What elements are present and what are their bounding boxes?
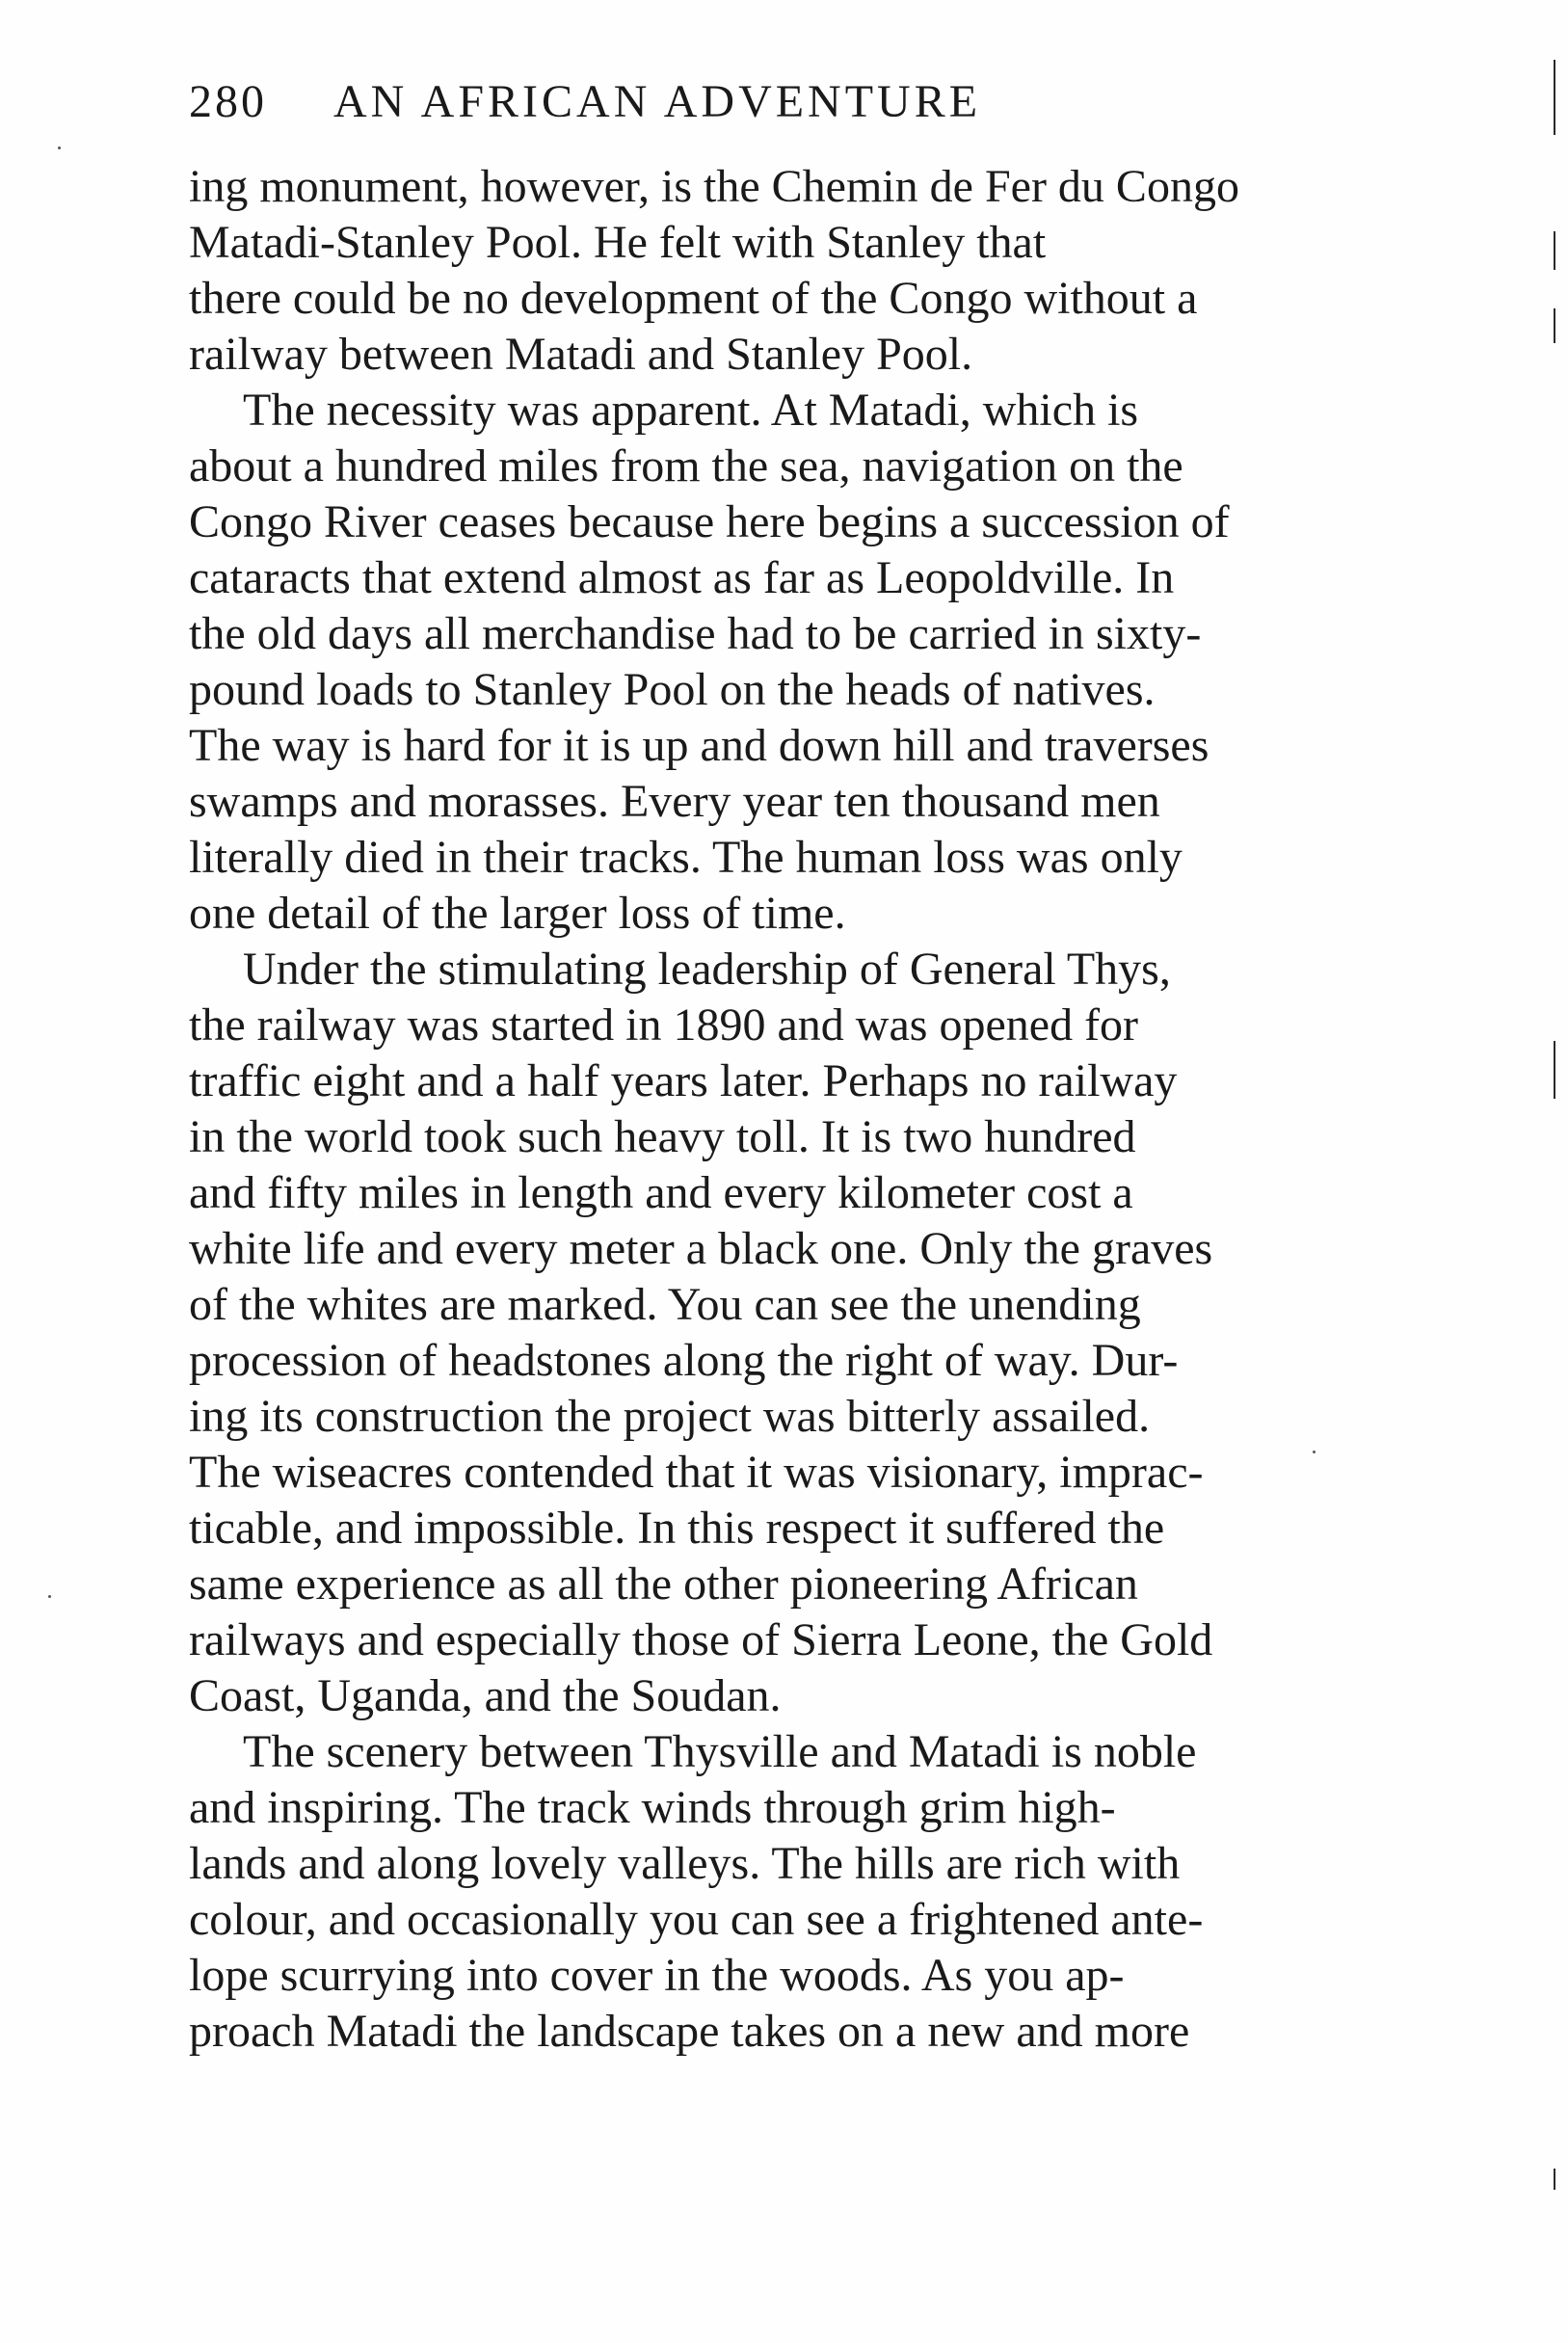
scan-speck (58, 146, 61, 149)
scan-edge-mark (1554, 231, 1555, 270)
text-line: literally died in their tracks. The human loss was only (189, 832, 1183, 883)
text-line: colour, and occasionally you can see a frightened ante- (189, 1894, 1204, 1945)
scan-edge-mark (1554, 308, 1555, 343)
text-line: Coast, Uganda, and the Soudan. (189, 1670, 782, 1721)
running-head (189, 75, 1153, 143)
text-line: lands and along lovely valleys. The hills are rich with (189, 1838, 1181, 1889)
scan-speck (48, 1595, 51, 1598)
text-line: The way is hard for it is up and down hill and traverses (189, 720, 1209, 771)
text-line: Matadi-Stanley Pool. He felt with Stanley that (189, 217, 1047, 268)
text-line: same experience as all the other pioneering African (189, 1558, 1138, 1610)
scan-edge-mark (1554, 60, 1555, 135)
text-line: The wiseacres contended that it was visionary, imprac- (189, 1447, 1204, 1498)
text-line: of the whites are marked. You can see the unending (189, 1279, 1141, 1330)
text-line: ing its construction the project was bitterly assailed. (189, 1391, 1151, 1442)
body-text (189, 159, 1345, 2060)
text-line: traffic eight and a half years later. Perhaps no railway (189, 1055, 1178, 1106)
text-line: lope scurrying into cover in the woods. As you ap- (189, 1950, 1125, 2001)
text-line: ticable, and impossible. In this respect it suffered the (189, 1503, 1165, 1554)
text-line: white life and every meter a black one. Only the graves (189, 1223, 1213, 1274)
text-line: the railway was started in 1890 and was opened for (189, 999, 1139, 1051)
scan-edge-mark (1554, 1041, 1555, 1099)
page-number: 280 (189, 76, 267, 127)
text-line: proach Matadi the landscape takes on a new and more (189, 2006, 1190, 2057)
text-line: and inspiring. The track winds through grim high- (189, 1782, 1116, 1833)
text-line: one detail of the larger loss of time. (189, 888, 846, 939)
paragraph-start-line: Under the stimulating leadership of General Thys, (243, 944, 1171, 995)
text-line: there could be no development of the Congo without a (189, 273, 1198, 324)
book-title: AN AFRICAN ADVENTURE (333, 76, 982, 127)
paragraph-start-line: The scenery between Thysville and Matadi is noble (243, 1726, 1197, 1777)
text-line: ing monument, however, is the Chemin de Fer du Congo (189, 161, 1239, 212)
text-line: railways and especially those of Sierra Leone, the Gold (189, 1614, 1213, 1665)
scan-edge-mark (1554, 2169, 1555, 2190)
text-line: cataracts that extend almost as far as Leopoldville. In (189, 552, 1175, 603)
text-line: the old days all merchandise had to be carried in sixty- (189, 608, 1202, 659)
scan-speck (1313, 1451, 1316, 1453)
text-line: about a hundred miles from the sea, navigation on the (189, 440, 1183, 492)
text-line: pound loads to Stanley Pool on the heads of natives. (189, 664, 1156, 715)
text-line: and fifty miles in length and every kilometer cost a (189, 1167, 1133, 1218)
text-line: railway between Matadi and Stanley Pool. (189, 329, 973, 380)
text-line: swamps and morasses. Every year ten thousand men (189, 776, 1160, 827)
text-line: procession of headstones along the right of way. Dur- (189, 1335, 1179, 1386)
paragraph-start-line: The necessity was apparent. At Matadi, which is (243, 385, 1139, 436)
text-line: in the world took such heavy toll. It is two hundred (189, 1111, 1136, 1162)
text-line: Congo River ceases because here begins a succession of (189, 496, 1230, 547)
